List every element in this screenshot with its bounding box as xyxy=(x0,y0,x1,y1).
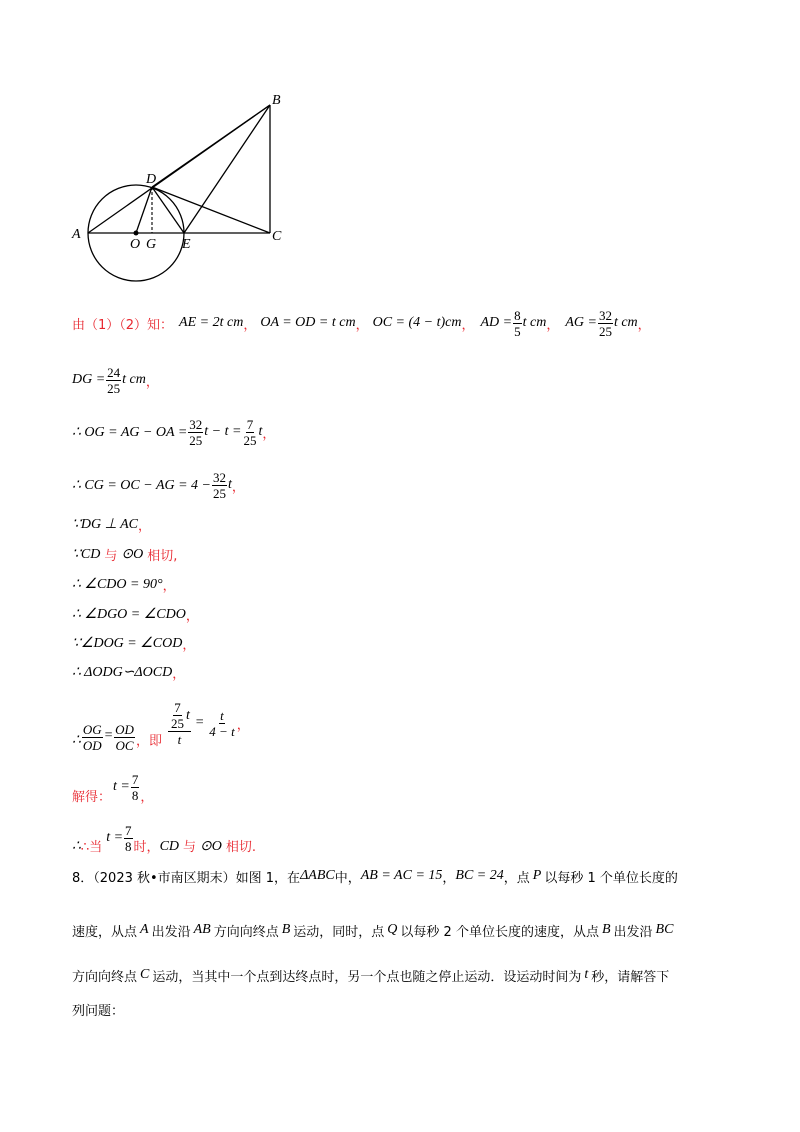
fraction-big xyxy=(168,700,191,747)
denominator: 8 xyxy=(131,787,139,803)
fraction-og-od xyxy=(82,722,103,753)
fraction-ad xyxy=(513,308,522,339)
label-d: D xyxy=(146,172,157,187)
eq-og-mid: t − t = xyxy=(204,424,242,439)
text-span: C xyxy=(140,967,150,982)
solution-line-10 xyxy=(72,660,185,684)
comma: ， xyxy=(231,479,245,495)
eq-oa: OA = OD = t cm xyxy=(260,315,356,330)
word-tangent: 相切, xyxy=(147,548,178,564)
eq-ab-ac: AB = AC = 15 xyxy=(360,868,443,883)
text-span: Q xyxy=(387,922,398,937)
solution-line-12 xyxy=(72,765,153,809)
text-span: 列问题： xyxy=(72,1003,125,1019)
text-span: 出发沿 xyxy=(613,924,653,940)
label-e: E xyxy=(182,237,191,252)
solution-line-5 xyxy=(72,512,151,536)
center-point-o xyxy=(134,231,139,236)
fraction-ag xyxy=(598,308,613,339)
geometry-figure xyxy=(60,90,300,290)
comma: ， xyxy=(637,317,651,333)
numerator: 24 xyxy=(107,364,121,380)
comma: ， xyxy=(461,317,475,333)
text-span: ，点 xyxy=(503,870,530,886)
text-span: 方向向终点 xyxy=(72,969,138,985)
comma: ， xyxy=(546,317,560,333)
eq-similar: ∴ ΔODG∽ΔOCD xyxy=(72,664,173,680)
text-span: 8．（2023 秋•市南区期末）如图 1，在 xyxy=(72,870,301,886)
eq-angle-cdo: ∴ ∠CDO = 90° xyxy=(72,576,163,592)
problem-8-line-4 xyxy=(72,997,124,1021)
eq-ad-rest: t cm xyxy=(522,315,547,330)
fraction-od-oc xyxy=(114,722,135,753)
eq-dg-perp: ∵DG ⊥ AC xyxy=(72,516,138,532)
solution-line-8 xyxy=(72,602,199,626)
text-span: BC xyxy=(655,922,674,937)
eq-og-rest: t xyxy=(258,424,263,439)
denominator: 25 xyxy=(213,485,227,501)
fraction-7-8 xyxy=(131,772,140,803)
word-with: 与 xyxy=(104,548,118,564)
solve-label: 解得： xyxy=(72,790,112,805)
comma: ， xyxy=(185,608,199,624)
fraction-7-25 xyxy=(170,700,185,731)
numerator: 7 xyxy=(131,771,139,787)
fraction-dg xyxy=(106,365,121,396)
label-a: A xyxy=(72,227,81,242)
text-span: A xyxy=(140,922,149,937)
numerator: t xyxy=(220,707,224,723)
problem-8-line-1 xyxy=(72,864,678,888)
eq-oc: OC = (4 − t)cm xyxy=(372,315,462,330)
eq-cg-lhs: ∴ CG = OC − AG = 4 − xyxy=(72,477,212,493)
fraction-og-2 xyxy=(242,417,257,448)
text-span: 运动，当其中一个点到达终点时，另一个点也随之停止运动．设运动时间为 xyxy=(152,969,582,985)
comma: ， xyxy=(243,317,257,333)
known-prefix: 由（1）（2）知： xyxy=(72,317,174,333)
comma: ， xyxy=(182,637,196,653)
numerator: 7 xyxy=(246,416,254,432)
text-span: 速度，从点 xyxy=(72,924,138,940)
circle-o-symbol: ⊙O xyxy=(121,546,144,562)
eq-ae: AE = 2t cm xyxy=(179,315,244,330)
circle-o-symbol: ⊙O xyxy=(200,839,222,854)
denominator: 25 xyxy=(598,323,612,339)
numerator: 7 xyxy=(174,699,181,715)
solution-line-13 xyxy=(72,818,256,858)
fraction-og-1 xyxy=(188,417,203,448)
word-tangent: 相切. xyxy=(225,840,257,855)
therefore: ∴ xyxy=(72,839,81,854)
text-span: B xyxy=(601,922,611,937)
segment-db xyxy=(152,105,270,187)
solution-line-6 xyxy=(72,542,177,566)
numerator: 32 xyxy=(598,307,612,323)
eq-dg-lhs: DG = xyxy=(72,372,106,387)
fraction-7-8 xyxy=(124,823,133,854)
text-span: 出发沿 xyxy=(151,924,191,940)
eq-angle-dog: ∵∠DOG = ∠COD xyxy=(72,635,183,651)
comma: ， xyxy=(236,717,250,733)
eq-ag-lhs: AG = xyxy=(565,315,597,330)
word-namely: ，即 xyxy=(135,734,162,749)
label-g: G xyxy=(146,237,157,252)
eq-t: t = xyxy=(113,779,130,794)
text-span: B xyxy=(281,922,291,937)
eq-cg-rest: t xyxy=(228,477,232,492)
comma: ， xyxy=(262,426,276,442)
problem-8-line-3 xyxy=(72,963,669,987)
var-t: t xyxy=(185,707,190,723)
denominator: 25 xyxy=(243,432,257,448)
solution-line-4 xyxy=(72,465,245,505)
numerator: OG xyxy=(82,722,102,737)
solution-line-9 xyxy=(72,631,195,655)
comma: ， xyxy=(145,374,159,390)
comma: ， xyxy=(137,518,151,534)
numerator: 32 xyxy=(189,416,203,432)
fraction-t-4-t xyxy=(208,708,235,739)
segment-eb xyxy=(184,105,270,233)
eq-angle-dgo: ∴ ∠DGO = ∠CDO xyxy=(72,606,186,622)
text-span: AB xyxy=(193,922,211,937)
numerator: 32 xyxy=(213,469,227,485)
label-b: B xyxy=(272,93,281,108)
text-span: 运动，同时，点 xyxy=(293,924,385,940)
problem-8-line-2 xyxy=(72,918,673,942)
eq-dg-rest: t cm xyxy=(122,372,146,387)
text-span: 方向向终点 xyxy=(213,924,279,940)
eq-t: t = xyxy=(106,830,124,845)
solution-line-3 xyxy=(72,412,275,452)
denominator: 25 xyxy=(107,380,121,396)
comma: ， xyxy=(355,317,369,333)
numerator: 8 xyxy=(514,307,521,323)
denominator: 5 xyxy=(514,323,521,339)
comma: ， xyxy=(140,790,154,805)
comma: ， xyxy=(172,666,186,682)
point-p: P xyxy=(532,868,542,883)
text-span: t xyxy=(584,967,589,982)
segment-cd: CD xyxy=(159,839,180,854)
solution-line-2 xyxy=(72,360,159,400)
eq-ag-rest: t cm xyxy=(613,315,638,330)
solution-line-7 xyxy=(72,572,176,596)
label-c: C xyxy=(272,229,282,244)
eq-bc: BC = 24 xyxy=(455,868,504,883)
denominator: OC xyxy=(115,738,134,753)
eq-og-lhs: ∴ OG = AG − OA = xyxy=(72,424,188,440)
fraction-cg xyxy=(212,470,227,501)
triangle-abc: ΔABC xyxy=(300,868,335,883)
numerator: 7 xyxy=(125,822,132,838)
eq-cd: ∵CD xyxy=(72,546,101,562)
denominator: 4 − t xyxy=(209,723,235,739)
text-span: 秒，请解答下 xyxy=(591,969,670,985)
text-span: 以每秒 2 个单位长度的速度，从点 xyxy=(400,924,599,940)
word-when: ∴当 xyxy=(80,840,103,855)
eq-ad-lhs: AD = xyxy=(480,315,513,330)
text-span: 中， xyxy=(334,870,361,886)
denominator: 8 xyxy=(125,838,132,854)
label-o: O xyxy=(130,237,141,252)
comma: ， xyxy=(162,578,176,594)
text-span: ， xyxy=(442,870,456,886)
solution-line-11: ∴ $\frac{OG}{OD}$ = $\frac{OD}{OC}$ ，即 $\frac{7}{25}$ t t = $\frac{t}{4 - t}$ ， xyxy=(72,699,250,753)
denominator: OD xyxy=(82,738,102,753)
denominator: t xyxy=(177,731,182,747)
text-span: 以每秒 1 个单位长度的 xyxy=(544,870,678,886)
word-time: 时， xyxy=(133,840,160,855)
numerator: OD xyxy=(115,722,134,737)
therefore: ∴ xyxy=(72,733,81,748)
solution-line-1 xyxy=(72,303,651,343)
word-with: 与 xyxy=(183,840,197,855)
denominator: 25 xyxy=(170,715,184,731)
denominator: 25 xyxy=(189,432,203,448)
